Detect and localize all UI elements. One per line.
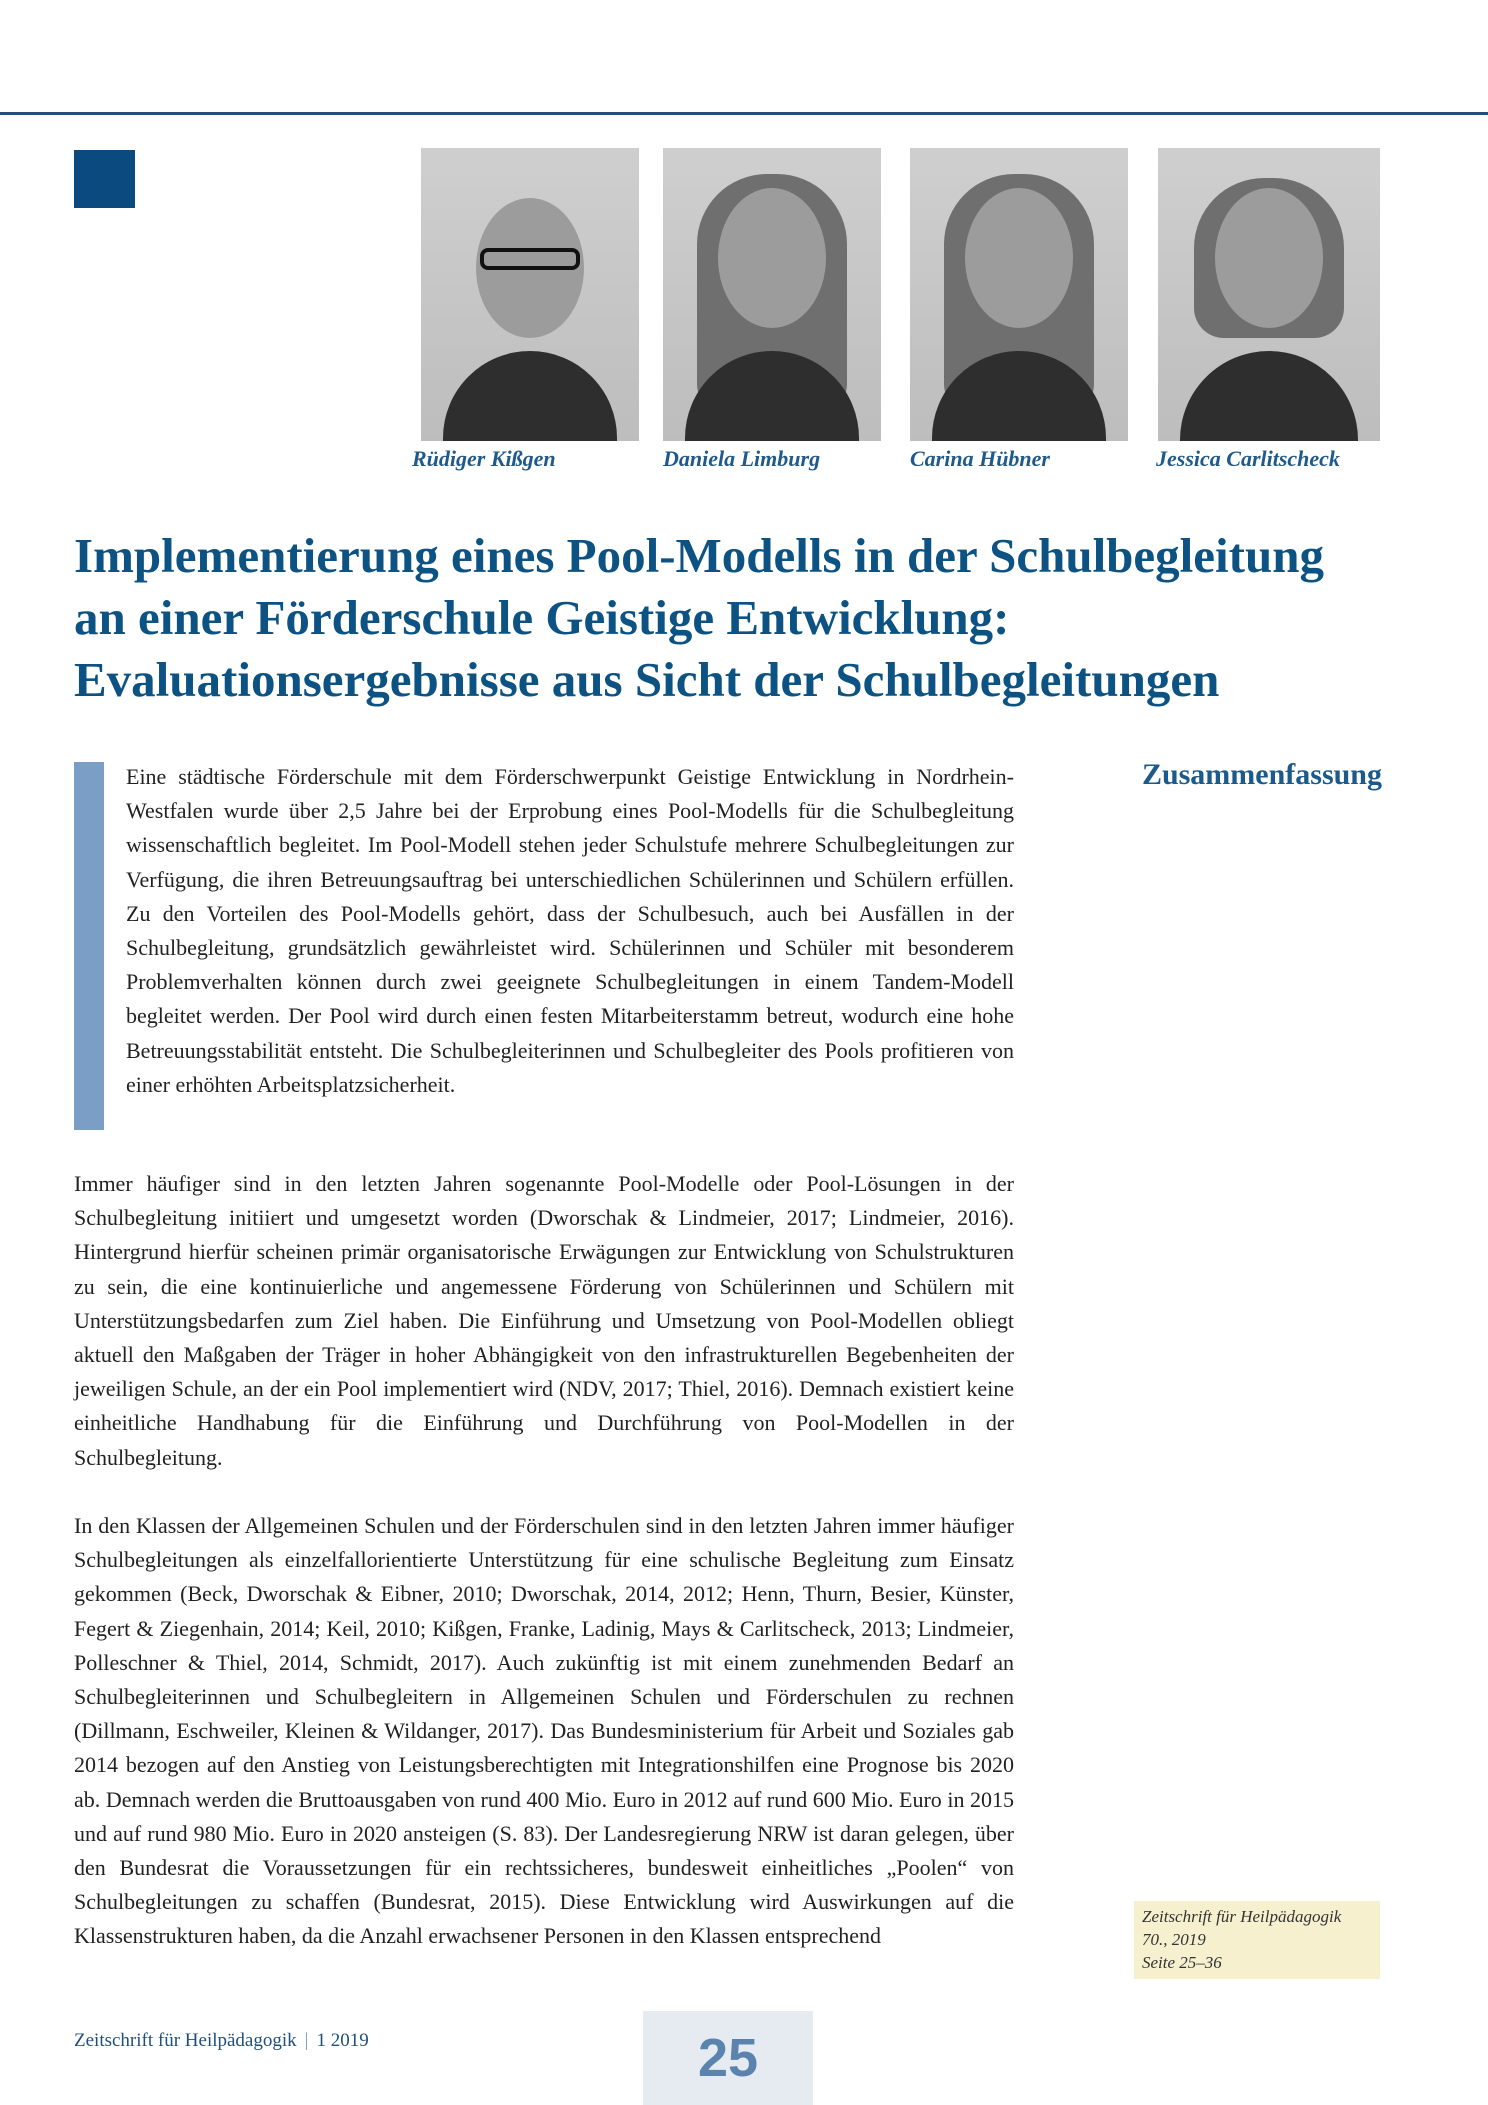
author-name-2: Daniela Limburg bbox=[663, 446, 821, 471]
title-line-3: Evaluationsergebnisse aus Sicht der Schulbegleitungen bbox=[74, 652, 1220, 707]
footer-journal-name: Zeitschrift für Heilpädagogik bbox=[74, 2030, 297, 2051]
article-title bbox=[74, 525, 1394, 711]
abstract-bar bbox=[74, 762, 104, 1130]
body-paragraph-2: In den Klassen der Allgemeinen Schulen und der Förderschulen sind in den letzten Jahren immer häufiger Schulbegleitungen als einzelfallorientierte Unterstützung für eine schulische Begleitung zum Einsatz gekommen (Beck, Dworschak & Eibner, 2010; Dworschak, 2014, 2012; Henn, Thurn, Besier, Künster, Fegert & Ziegenhain, 2014; Keil, 2010; Kißgen, Franke, Ladinig, Mays & Carlitscheck, 2013; Lindmeier, Polleschner & Thiel, 2014, Schmidt, 2017). Auch zukünftig ist mit einem zunehmenden Bedarf an Schulbegleiterinnen und Schulbegleitern in Allgemeinen Schulen und Förderschulen zu rechnen (Dillmann, Eschweiler, Kleinen & Wildanger, 2017). Das Bundesministerium für Arbeit und Soziales gab 2014 bezogen auf den Anstieg von Leistungsberechtigten mit Integrationshilfen eine Prognose bis 2020 ab. Demnach werden die Bruttoausgaben von rund 400 Mio. Euro in 2012 auf rund 600 Mio. Euro in 2015 und auf rund 980 Mio. Euro in 2020 ansteigen (S. 83). Der Landesregierung NRW ist daran gelegen, über den Bundesrat die Voraussetzungen für ein rechtssicheres, bundesweit einheitliches „Poolen“ von Schulbegleitungen zu schaffen (Bundesrat, 2015). Diese Entwicklung wird Auswirkungen auf die Klassenstrukturen haben, da die Anzahl erwachsener Personen in den Klassen entsprechend bbox=[74, 1513, 1014, 1949]
abstract-text: Eine städtische Förderschule mit dem Förderschwerpunkt Geistige Entwicklung in Nordrhein-Westfalen wurde über 2,5 Jahre bei der Erprobung eines Pool-Modells für die Schulbegleitung wissenschaftlich begleitet. Im Pool-Modell stehen jeder Schulstufe mehrere Schulbegleitungen zur Verfügung, die ihren Betreuungsauftrag bei unterschiedlichen Schülerinnen und Schülern erfüllen. Zu den Vorteilen des Pool-Modells gehört, dass der Schulbesuch, auch bei Ausfällen in der Schulbegleitung, grundsätzlich gewährleistet wird. Schülerinnen und Schüler mit besonderem Problemverhalten können durch zwei geeignete Schulbegleitungen in einem Tandem-Modell begleitet werden. Der Pool wird durch einen festen Mitarbeiterstamm betreut, wodurch eine hohe Betreuungsstabilität entsteht. Die Schulbegleiterinnen und Schulbegleiter des Pools profitieren von einer erhöhten Arbeitsplatzsicherheit. bbox=[126, 764, 1014, 1097]
top-rule bbox=[0, 112, 1488, 115]
citation-box bbox=[1134, 1901, 1380, 1979]
abstract-heading: Zusammenfassung bbox=[1141, 758, 1382, 791]
page-number: 25 bbox=[643, 2011, 813, 2105]
author-photo-1 bbox=[421, 148, 639, 441]
author-name-1: Rüdiger Kißgen bbox=[412, 446, 556, 471]
title-line-2: an einer Förderschule Geistige Entwicklung: bbox=[74, 590, 1010, 645]
footer-separator: | bbox=[304, 2030, 309, 2051]
brand-square bbox=[74, 150, 135, 208]
body-paragraph-1: Immer häufiger sind in den letzten Jahren sogenannte Pool-Modelle oder Pool-Lösungen in der Schulbegleitung initiiert und umgesetzt worden (Dworschak & Lindmeier, 2017; Lindmeier, 2016). Hintergrund hierfür scheinen primär organisatorische Erwägungen zur Entwicklung von Schulstrukturen zu sein, die eine kontinuierliche und angemessene Förderung von Schülerinnen und Schülern mit Unterstützungsbedarfen zum Ziel haben. Die Einführung und Umsetzung von Pool-Modellen obliegt aktuell den Maßgaben der Träger in hoher Abhängigkeit von den infrastrukturellen Begebenheiten der jeweiligen Schule, an der ein Pool implementiert wird (NDV, 2017; Thiel, 2016). Demnach existiert keine einheitliche Handhabung für die Einführung und Durchführung von Pool-Modellen in der Schulbegleitung. bbox=[74, 1171, 1014, 1470]
author-name-3: Carina Hübner bbox=[910, 446, 1050, 471]
citation-volume: 70., 2019 bbox=[1142, 1930, 1206, 1949]
citation-journal: Zeitschrift für Heilpädagogik bbox=[1142, 1907, 1342, 1926]
author-photo-2 bbox=[663, 148, 881, 441]
author-name-4: Jessica Carlitscheck bbox=[1156, 446, 1340, 471]
title-line-1: Implementierung eines Pool-Modells in der Schulbegleitung bbox=[74, 528, 1324, 583]
footer-issue: 1 2019 bbox=[316, 2030, 369, 2051]
author-photo-4 bbox=[1158, 148, 1380, 441]
footer-journal bbox=[74, 2030, 369, 2052]
citation-pages: Seite 25–36 bbox=[1142, 1953, 1222, 1972]
author-photo-3 bbox=[910, 148, 1128, 441]
